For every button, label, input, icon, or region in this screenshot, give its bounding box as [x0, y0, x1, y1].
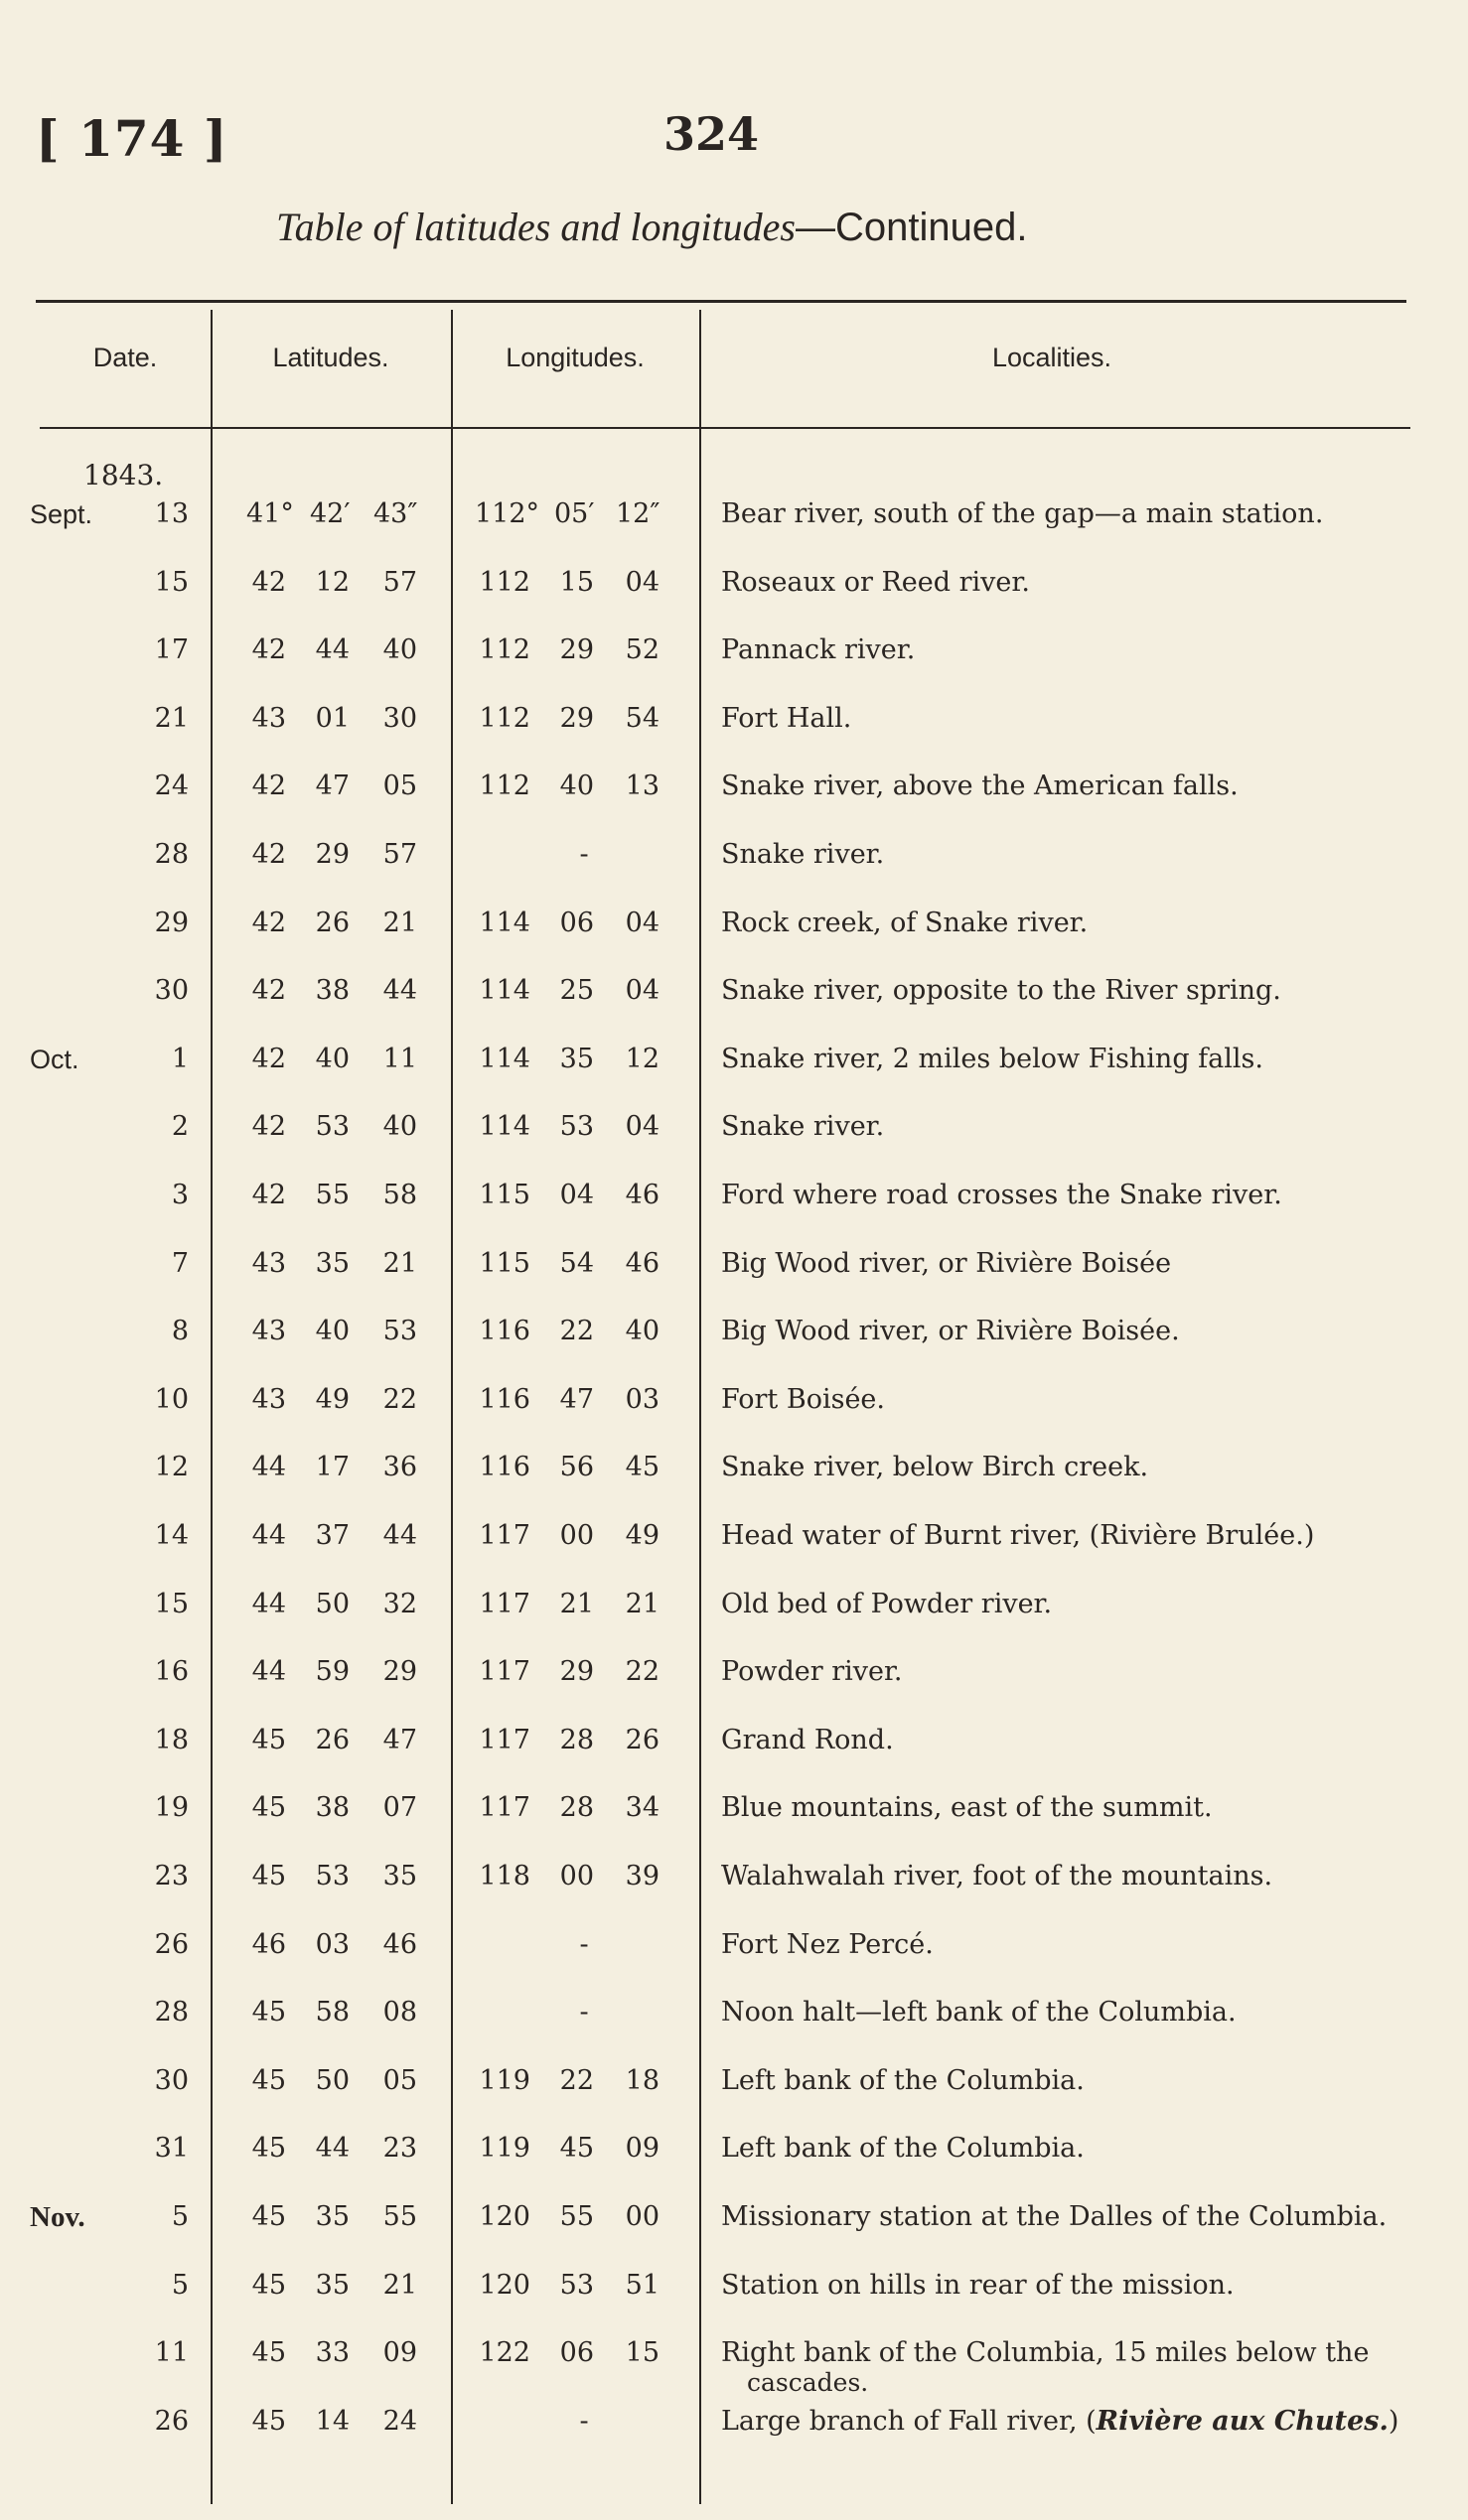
locality-cell: Left bank of the Columbia. [721, 2064, 1085, 2096]
locality-cell: Powder river. [721, 1656, 903, 1688]
longitude-degrees: 112 [479, 634, 530, 666]
longitude-minutes: 04 [559, 1180, 594, 1210]
latitude-seconds: 32 [382, 1588, 417, 1619]
latitude-degrees: 45 [251, 2201, 286, 2232]
longitude-degrees: 117 [479, 1792, 530, 1824]
longitude-degrees: 115 [479, 1180, 530, 1210]
latitude-degrees: 45 [251, 2405, 286, 2437]
latitude-seconds: 47 [382, 1724, 417, 1755]
page-title [276, 204, 1027, 250]
longitude-degrees: 120 [479, 2201, 530, 2232]
table-row [0, 1587, 1468, 1654]
day-cell: 21 [154, 702, 189, 734]
latitude-seconds: 55 [382, 2201, 417, 2232]
latitude-seconds: 44 [382, 1520, 417, 1551]
day-cell: 3 [171, 1180, 189, 1210]
locality-cell: Snake river, below Birch creek. [721, 1452, 1149, 1483]
latitude-minutes: 38 [315, 975, 350, 1007]
longitude-degrees: 117 [479, 1588, 530, 1619]
longitude-seconds: 54 [625, 702, 660, 734]
longitude-seconds: 04 [625, 566, 660, 598]
title-continued: —Continued. [796, 206, 1028, 249]
latitude-degrees: 45 [251, 1724, 286, 1755]
latitude-degrees: 41° [246, 498, 294, 529]
longitude-blank: - [579, 839, 589, 870]
day-cell: 10 [154, 1383, 189, 1415]
latitude-seconds: 23 [382, 2133, 417, 2165]
longitude-minutes: 54 [559, 1247, 594, 1279]
day-cell: 19 [154, 1792, 189, 1824]
table-row [0, 1314, 1468, 1381]
latitude-minutes: 44 [315, 2133, 350, 2165]
locality-cell: Big Wood river, or Rivière Boisée. [721, 1316, 1180, 1347]
latitude-minutes: 42′ [310, 498, 351, 529]
latitude-seconds: 44 [382, 975, 417, 1007]
latitude-minutes: 47 [315, 770, 350, 802]
table-row [0, 769, 1468, 836]
table-row [0, 1723, 1468, 1790]
longitude-degrees: 112° [475, 498, 540, 529]
day-cell: 11 [154, 2337, 189, 2369]
latitude-minutes: 14 [315, 2405, 350, 2437]
locality-cell: Noon halt—left bank of the Columbia. [721, 1997, 1237, 2029]
longitude-minutes: 25 [559, 975, 594, 1007]
longitude-minutes: 55 [559, 2201, 594, 2232]
latitude-seconds: 09 [382, 2337, 417, 2369]
day-cell: 23 [154, 1861, 189, 1891]
latitude-degrees: 45 [251, 1997, 286, 2029]
latitude-minutes: 26 [315, 907, 350, 938]
latitude-degrees: 45 [251, 2269, 286, 2301]
longitude-seconds: 03 [625, 1383, 660, 1415]
day-cell: 8 [171, 1316, 189, 1347]
longitude-minutes: 06 [559, 2337, 594, 2369]
latitude-degrees: 44 [251, 1452, 286, 1483]
latitude-seconds: 40 [382, 634, 417, 666]
locality-cell: Bear river, south of the gap—a main station. [721, 498, 1324, 529]
day-cell: 28 [154, 1997, 189, 2029]
latitude-degrees: 45 [251, 2133, 286, 2165]
day-cell: 30 [154, 2064, 189, 2096]
table-row [0, 1246, 1468, 1314]
longitude-degrees: 122 [479, 2337, 530, 2369]
longitude-seconds: 49 [625, 1520, 660, 1551]
table-row [0, 1450, 1468, 1517]
table-row [0, 2063, 1468, 2131]
table-row [0, 1790, 1468, 1858]
latitude-minutes: 33 [315, 2337, 350, 2369]
longitude-seconds: 04 [625, 1111, 660, 1143]
col-header-latitudes: Latitudes. [272, 343, 389, 372]
table-row [0, 2404, 1468, 2471]
day-cell: 17 [154, 634, 189, 666]
latitude-minutes: 01 [315, 702, 350, 734]
latitude-degrees: 44 [251, 1656, 286, 1688]
latitude-minutes: 58 [315, 1997, 350, 2029]
latitude-degrees: 45 [251, 1861, 286, 1891]
longitude-minutes: 29 [559, 702, 594, 734]
longitude-degrees: 120 [479, 2269, 530, 2301]
latitude-seconds: 08 [382, 1997, 417, 2029]
latitude-seconds: 07 [382, 1792, 417, 1824]
longitude-minutes: 29 [559, 1656, 594, 1688]
longitude-minutes: 28 [559, 1792, 594, 1824]
longitude-degrees: 112 [479, 566, 530, 598]
longitude-seconds: 46 [625, 1247, 660, 1279]
month-cell: Oct. [30, 1044, 79, 1074]
day-cell: 14 [154, 1520, 189, 1551]
longitude-degrees: 114 [479, 1043, 530, 1074]
latitude-degrees: 43 [251, 702, 286, 734]
table-row [0, 2335, 1468, 2403]
longitude-seconds: 39 [625, 1861, 660, 1891]
table-row [0, 565, 1468, 632]
locality-cell: Large branch of Fall river, (Rivière aux Chutes.) [721, 2405, 1399, 2437]
longitude-seconds: 26 [625, 1724, 660, 1755]
locality-cell: Pannack river. [721, 634, 916, 666]
longitude-degrees: 118 [479, 1861, 530, 1891]
longitude-blank: - [579, 2405, 589, 2437]
longitude-minutes: 35 [559, 1043, 594, 1074]
longitude-seconds: 46 [625, 1180, 660, 1210]
latitude-minutes: 53 [315, 1111, 350, 1143]
locality-cell: Blue mountains, east of the summit. [721, 1792, 1213, 1824]
longitude-seconds: 09 [625, 2133, 660, 2165]
latitude-seconds: 57 [382, 566, 417, 598]
table-row [0, 1382, 1468, 1450]
table-row [0, 496, 1468, 564]
locality-cell: Snake river, above the American falls. [721, 770, 1239, 802]
locality-cell: Snake river, 2 miles below Fishing falls. [721, 1043, 1263, 1074]
longitude-minutes: 40 [559, 770, 594, 802]
table-row [0, 2199, 1468, 2267]
document-bracket-number: [ 174 ] [36, 109, 228, 168]
latitude-degrees: 43 [251, 1316, 286, 1347]
day-cell: 29 [154, 907, 189, 938]
latitude-degrees: 42 [251, 566, 286, 598]
longitude-degrees: 114 [479, 907, 530, 938]
latitude-minutes: 12 [315, 566, 350, 598]
longitude-degrees: 117 [479, 1724, 530, 1755]
locality-cell: Head water of Burnt river, (Rivière Brulée.) [721, 1520, 1315, 1551]
day-cell: 31 [154, 2133, 189, 2165]
latitude-seconds: 21 [382, 2269, 417, 2301]
latitude-seconds: 11 [382, 1043, 417, 1074]
table-row [0, 973, 1468, 1041]
locality-cell: Fort Boisée. [721, 1383, 885, 1415]
table-row [0, 2131, 1468, 2198]
latitude-minutes: 44 [315, 634, 350, 666]
longitude-seconds: 40 [625, 1316, 660, 1347]
day-cell: 13 [154, 498, 189, 529]
longitude-minutes: 53 [559, 2269, 594, 2301]
longitude-seconds: 21 [625, 1588, 660, 1619]
day-cell: 26 [154, 1928, 189, 1960]
locality-cell: Snake river. [721, 1111, 885, 1143]
longitude-minutes: 47 [559, 1383, 594, 1415]
table-top-rule [36, 300, 1406, 303]
longitude-minutes: 29 [559, 634, 594, 666]
latitude-minutes: 29 [315, 839, 350, 870]
latitude-seconds: 53 [382, 1316, 417, 1347]
latitude-seconds: 22 [382, 1383, 417, 1415]
latitude-seconds: 57 [382, 839, 417, 870]
latitude-degrees: 43 [251, 1247, 286, 1279]
col-header-longitudes: Longitudes. [506, 343, 645, 372]
longitude-seconds: 04 [625, 975, 660, 1007]
day-cell: 2 [171, 1111, 189, 1143]
day-cell: 15 [154, 566, 189, 598]
day-cell: 7 [171, 1247, 189, 1279]
latitude-minutes: 03 [315, 1928, 350, 1960]
table-row [0, 1995, 1468, 2062]
latitude-seconds: 35 [382, 1861, 417, 1891]
locality-cell: Big Wood river, or Rivière Boisée [721, 1247, 1172, 1279]
day-cell: 18 [154, 1724, 189, 1755]
longitude-degrees: 117 [479, 1656, 530, 1688]
header-bottom-rule [40, 427, 1410, 429]
table-row [0, 1178, 1468, 1245]
longitude-degrees: 116 [479, 1383, 530, 1415]
longitude-minutes: 22 [559, 1316, 594, 1347]
latitude-minutes: 50 [315, 1588, 350, 1619]
day-cell: 1 [171, 1043, 189, 1074]
latitude-degrees: 45 [251, 1792, 286, 1824]
locality-continuation: cascades. [747, 2368, 869, 2398]
day-cell: 16 [154, 1656, 189, 1688]
day-cell: 5 [171, 2269, 189, 2301]
longitude-degrees: 116 [479, 1452, 530, 1483]
day-cell: 5 [171, 2201, 189, 2232]
longitude-seconds: 18 [625, 2064, 660, 2096]
latitude-degrees: 42 [251, 839, 286, 870]
longitude-blank: - [579, 1997, 589, 2029]
longitude-seconds: 15 [625, 2337, 660, 2369]
locality-cell: Roseaux or Reed river. [721, 566, 1030, 598]
longitude-seconds: 13 [625, 770, 660, 802]
latitude-seconds: 46 [382, 1928, 417, 1960]
locality-cell: Fort Hall. [721, 702, 852, 734]
latitude-minutes: 49 [315, 1383, 350, 1415]
table-row [0, 837, 1468, 905]
latitude-seconds: 05 [382, 2064, 417, 2096]
col-header-localities: Localities. [991, 343, 1112, 372]
table-row [0, 632, 1468, 700]
day-cell: 26 [154, 2405, 189, 2437]
longitude-minutes: 15 [559, 566, 594, 598]
longitude-degrees: 117 [479, 1520, 530, 1551]
latitude-minutes: 37 [315, 1520, 350, 1551]
longitude-degrees: 119 [479, 2133, 530, 2165]
latitude-minutes: 26 [315, 1724, 350, 1755]
col-header-date: Date. [92, 343, 158, 372]
title-main: Table of latitudes and longitudes [276, 205, 796, 249]
latitude-seconds: 05 [382, 770, 417, 802]
locality-end: ) [1388, 2405, 1399, 2437]
latitude-minutes: 55 [315, 1180, 350, 1210]
locality-cell: Rock creek, of Snake river. [721, 907, 1089, 938]
latitude-degrees: 44 [251, 1520, 286, 1551]
locality-cell: Missionary station at the Dalles of the Columbia. [721, 2201, 1388, 2232]
latitude-degrees: 42 [251, 907, 286, 938]
latitude-minutes: 53 [315, 1861, 350, 1891]
longitude-degrees: 114 [479, 975, 530, 1007]
table-row [0, 701, 1468, 769]
locality-cell: Ford where road crosses the Snake river. [721, 1180, 1282, 1210]
locality-cell: Walahwalah river, foot of the mountains. [721, 1861, 1273, 1891]
longitude-degrees: 119 [479, 2064, 530, 2096]
table-row [0, 1518, 1468, 1586]
latitude-degrees: 42 [251, 634, 286, 666]
latitude-minutes: 59 [315, 1656, 350, 1688]
table-row [0, 1042, 1468, 1109]
month-cell: Sept. [30, 499, 93, 529]
longitude-minutes: 00 [559, 1520, 594, 1551]
latitude-seconds: 24 [382, 2405, 417, 2437]
latitude-seconds: 21 [382, 907, 417, 938]
year-label: 1843. [83, 459, 164, 491]
latitude-seconds: 21 [382, 1247, 417, 1279]
latitude-degrees: 44 [251, 1588, 286, 1619]
day-cell: 28 [154, 839, 189, 870]
locality-cell: Snake river. [721, 839, 885, 870]
latitude-seconds: 40 [382, 1111, 417, 1143]
latitude-degrees: 42 [251, 1180, 286, 1210]
latitude-degrees: 42 [251, 1043, 286, 1074]
latitude-minutes: 50 [315, 2064, 350, 2096]
locality-cell: Right bank of the Columbia, 15 miles below the [721, 2337, 1370, 2369]
longitude-minutes: 53 [559, 1111, 594, 1143]
longitude-degrees: 112 [479, 770, 530, 802]
longitude-degrees: 114 [479, 1111, 530, 1143]
day-cell: 30 [154, 975, 189, 1007]
longitude-minutes: 56 [559, 1452, 594, 1483]
day-cell: 15 [154, 1588, 189, 1619]
latitude-degrees: 42 [251, 770, 286, 802]
longitude-minutes: 22 [559, 2064, 594, 2096]
locality-cell: Fort Nez Percé. [721, 1928, 934, 1960]
longitude-seconds: 51 [625, 2269, 660, 2301]
latitude-degrees: 45 [251, 2337, 286, 2369]
latitude-degrees: 42 [251, 975, 286, 1007]
latitude-minutes: 35 [315, 2269, 350, 2301]
latitude-minutes: 40 [315, 1316, 350, 1347]
longitude-seconds: 04 [625, 907, 660, 938]
month-cell: Nov. [30, 2201, 85, 2233]
latitude-degrees: 46 [251, 1928, 286, 1960]
table-row [0, 1654, 1468, 1722]
latitude-degrees: 45 [251, 2064, 286, 2096]
locality-cell: Old bed of Powder river. [721, 1588, 1053, 1619]
locality-cell: Station on hills in rear of the mission. [721, 2269, 1235, 2301]
longitude-seconds: 34 [625, 1792, 660, 1824]
latitude-seconds: 30 [382, 702, 417, 734]
longitude-seconds: 12 [625, 1043, 660, 1074]
latitude-minutes: 35 [315, 1247, 350, 1279]
locality-cell: Grand Rond. [721, 1724, 894, 1755]
latitude-seconds: 43″ [373, 498, 418, 529]
latitude-minutes: 38 [315, 1792, 350, 1824]
longitude-seconds: 00 [625, 2201, 660, 2232]
longitude-degrees: 112 [479, 702, 530, 734]
longitude-degrees: 116 [479, 1316, 530, 1347]
longitude-minutes: 28 [559, 1724, 594, 1755]
longitude-minutes: 05′ [554, 498, 595, 529]
day-cell: 24 [154, 770, 189, 802]
table-row [0, 1109, 1468, 1177]
longitude-minutes: 45 [559, 2133, 594, 2165]
table-row [0, 1859, 1468, 1926]
table-row [0, 906, 1468, 973]
latitude-degrees: 42 [251, 1111, 286, 1143]
locality-cell: Snake river, opposite to the River spring. [721, 975, 1281, 1007]
latitude-minutes: 40 [315, 1043, 350, 1074]
latitude-minutes: 17 [315, 1452, 350, 1483]
longitude-seconds: 12″ [616, 498, 661, 529]
table-row [0, 1927, 1468, 1995]
longitude-blank: - [579, 1928, 589, 1960]
latitude-degrees: 43 [251, 1383, 286, 1415]
latitude-minutes: 35 [315, 2201, 350, 2232]
latitude-seconds: 36 [382, 1452, 417, 1483]
longitude-seconds: 45 [625, 1452, 660, 1483]
page-number: 324 [663, 107, 760, 161]
latitude-seconds: 58 [382, 1180, 417, 1210]
longitude-degrees: 115 [479, 1247, 530, 1279]
latitude-seconds: 29 [382, 1656, 417, 1688]
longitude-minutes: 06 [559, 907, 594, 938]
longitude-minutes: 21 [559, 1588, 594, 1619]
locality-cell: Left bank of the Columbia. [721, 2133, 1085, 2165]
locality-italic: Rivière aux Chutes. [1096, 2405, 1389, 2437]
table-row [0, 2268, 1468, 2335]
longitude-seconds: 22 [625, 1656, 660, 1688]
longitude-seconds: 52 [625, 634, 660, 666]
day-cell: 12 [154, 1452, 189, 1483]
longitude-minutes: 00 [559, 1861, 594, 1891]
